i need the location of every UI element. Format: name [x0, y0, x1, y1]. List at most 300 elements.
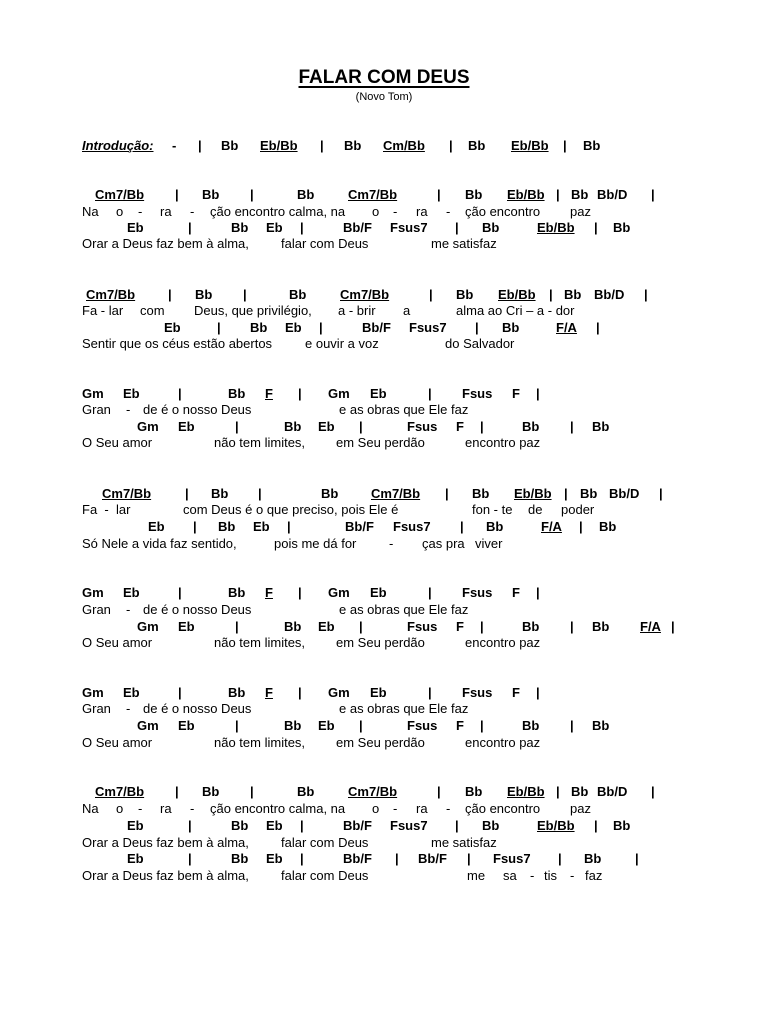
chord: F — [512, 685, 520, 700]
chord-line — [0, 220, 768, 236]
bar-separator: | — [556, 187, 560, 202]
lyric-fragment: não tem limites, — [214, 435, 306, 450]
lyric-fragment: - — [138, 801, 143, 816]
chord: Bb — [468, 138, 486, 153]
chord: Bb — [231, 818, 249, 833]
lyric-line — [0, 204, 768, 220]
lyric-fragment: Na — [82, 801, 99, 816]
chord: Eb — [127, 220, 144, 235]
chord: Eb — [127, 818, 144, 833]
lyric-fragment: a - brir — [338, 303, 376, 318]
lyric-fragment: - — [570, 868, 575, 883]
lyric-line — [0, 801, 768, 817]
lyric-fragment: Gran — [82, 701, 111, 716]
lyric-line — [0, 336, 768, 352]
bar-separator: | — [429, 287, 433, 302]
lyric-fragment: Gran — [82, 402, 111, 417]
lyric-fragment: do Salvador — [445, 336, 515, 351]
chord: Eb — [164, 320, 181, 335]
chord: Fsus7 — [390, 220, 428, 235]
chord-line — [0, 619, 768, 635]
chord: Bb/D — [609, 486, 640, 501]
bar-separator: | — [536, 386, 540, 401]
lyric-fragment: - — [446, 204, 451, 219]
chord: Bb — [571, 187, 589, 202]
chord: Fsus — [462, 585, 493, 600]
chord: Eb — [123, 386, 140, 401]
chord: Bb — [613, 818, 631, 833]
lyric-fragment: não tem limites, — [214, 635, 306, 650]
chord: Bb — [472, 486, 490, 501]
chord: Bb — [465, 784, 483, 799]
bar-separator: | — [188, 220, 192, 235]
bar-separator: | — [556, 784, 560, 799]
lyric-fragment: com Deus é o que preciso, pois Ele é — [183, 502, 399, 517]
lyric-fragment: falar com Deus — [281, 236, 369, 251]
chord: Bb/F — [343, 818, 372, 833]
lyric-fragment: em Seu perdão — [336, 435, 425, 450]
lyric-fragment: ra — [160, 204, 172, 219]
bar-separator: | — [217, 320, 221, 335]
lyric-fragment: Gran — [82, 602, 111, 617]
lyric-fragment: paz — [570, 204, 591, 219]
lyric-fragment: encontro paz — [465, 635, 541, 650]
chord: Bb — [592, 718, 610, 733]
bar-separator: | — [178, 386, 182, 401]
chord: Gm — [328, 386, 350, 401]
chord: Bb/D — [597, 187, 628, 202]
chord: Gm — [82, 585, 104, 600]
chord: Fsus — [462, 386, 493, 401]
chord: Bb/F — [362, 320, 391, 335]
lyric-fragment: com — [140, 303, 165, 318]
lyric-fragment: e ouvir a voz — [305, 336, 379, 351]
bar-separator: | — [175, 187, 179, 202]
lyric-fragment: em Seu perdão — [336, 635, 425, 650]
lyric-line — [0, 402, 768, 418]
lyric-fragment: de é o nosso Deus — [143, 701, 252, 716]
intro-label: Introdução: — [82, 138, 154, 153]
chord: Bb — [284, 718, 302, 733]
chord: Bb — [465, 187, 483, 202]
lyric-fragment: - — [126, 402, 131, 417]
chord: Bb/D — [594, 287, 625, 302]
lyric-fragment: - — [126, 701, 131, 716]
lyric-fragment: - — [393, 204, 398, 219]
bar-separator: | — [300, 818, 304, 833]
chord: F — [265, 685, 273, 700]
chord: Bb — [284, 619, 302, 634]
bar-separator: | — [178, 685, 182, 700]
chord: Gm — [137, 619, 159, 634]
lyric-fragment: tis — [544, 868, 557, 883]
chord: Bb — [321, 486, 339, 501]
bar-separator: | — [437, 784, 441, 799]
chord: Eb/Bb — [260, 138, 298, 153]
chord: F — [512, 585, 520, 600]
bar-separator: | — [480, 718, 484, 733]
bar-separator: | — [168, 287, 172, 302]
chord: Cm7/Bb — [371, 486, 421, 501]
chord: Eb — [370, 685, 387, 700]
bar-separator: | — [651, 187, 655, 202]
chord: Bb — [456, 287, 474, 302]
chord: Eb — [285, 320, 302, 335]
bar-separator: | — [178, 585, 182, 600]
lyric-fragment: ças pra — [422, 536, 465, 551]
chord: Eb — [266, 818, 283, 833]
lyric-fragment: - — [138, 204, 143, 219]
chord: Bb — [522, 619, 540, 634]
lyric-fragment: ção encontro calma, na — [210, 801, 346, 816]
chord-line — [0, 419, 768, 435]
bar-separator: | — [198, 138, 202, 153]
lyric-fragment: Só Nele a vida faz sentido, — [82, 536, 237, 551]
chord: Gm — [137, 419, 159, 434]
lyric-fragment: ra — [416, 801, 428, 816]
chord: Eb/Bb — [507, 784, 545, 799]
lyric-fragment: fon - te — [472, 502, 513, 517]
lyric-fragment: - — [530, 868, 535, 883]
song-title-text: FALAR COM DEUS — [298, 67, 470, 88]
chord: Bb — [289, 287, 307, 302]
lyric-fragment: de é o nosso Deus — [143, 602, 252, 617]
lyric-fragment: me satisfaz — [431, 835, 497, 850]
chord: Bb — [228, 386, 246, 401]
lyric-fragment: Orar a Deus faz bem à alma, — [82, 868, 249, 883]
chord: Cm7/Bb — [95, 187, 145, 202]
chord: F — [265, 585, 273, 600]
chord: Bb — [482, 220, 500, 235]
chord-line — [0, 718, 768, 734]
chord: Bb — [502, 320, 520, 335]
lyric-fragment: me satisfaz — [431, 236, 497, 251]
lyric-fragment: viver — [475, 536, 503, 551]
lyric-fragment: a — [403, 303, 411, 318]
chord: Bb — [221, 138, 239, 153]
chord-line — [0, 320, 768, 336]
chord: Fsus7 — [390, 818, 428, 833]
bar-separator: | — [467, 851, 471, 866]
lyric-fragment: alma ao Cri – a - dor — [456, 303, 575, 318]
bar-separator: | — [300, 220, 304, 235]
lyric-fragment: pois me dá for — [274, 536, 357, 551]
chord: Eb/Bb — [498, 287, 536, 302]
lyric-fragment: e as obras que Ele faz — [339, 402, 469, 417]
bar-separator: | — [359, 718, 363, 733]
bar-separator: | — [635, 851, 639, 866]
bar-separator: | — [243, 287, 247, 302]
bar-separator: | — [300, 851, 304, 866]
bar-separator: | — [298, 685, 302, 700]
chord: Eb — [266, 851, 283, 866]
bar-separator: | — [359, 419, 363, 434]
lyric-fragment: Deus, que privilégio, — [194, 303, 312, 318]
lyric-fragment: o — [116, 801, 124, 816]
bar-separator: | — [570, 419, 574, 434]
chord: Bb — [228, 685, 246, 700]
bar-separator: | — [536, 585, 540, 600]
chord: Eb — [178, 718, 195, 733]
bar-separator: | — [549, 287, 553, 302]
chord: Bb — [486, 519, 504, 534]
chord: Bb — [250, 320, 268, 335]
chord: Bb — [522, 419, 540, 434]
chord: Eb/Bb — [514, 486, 552, 501]
chord: F — [265, 386, 273, 401]
lyric-fragment: - — [393, 801, 398, 816]
chord: Bb/F — [343, 220, 372, 235]
song-title — [0, 67, 768, 89]
chord: F — [456, 718, 464, 733]
bar-separator: | — [449, 138, 453, 153]
chord: Cm7/Bb — [86, 287, 136, 302]
chord: Bb — [592, 419, 610, 434]
chord: Bb — [202, 784, 220, 799]
bar-separator: | — [594, 818, 598, 833]
chord: Eb — [123, 685, 140, 700]
chord: Eb — [253, 519, 270, 534]
chord: Eb — [123, 585, 140, 600]
chord: Gm — [137, 718, 159, 733]
chord: Bb — [297, 187, 315, 202]
lyric-fragment: de é o nosso Deus — [143, 402, 252, 417]
chord: Fsus7 — [409, 320, 447, 335]
bar-separator: | — [428, 685, 432, 700]
lyric-fragment: Na — [82, 204, 99, 219]
chord: Bb — [228, 585, 246, 600]
lyric-fragment: - — [446, 801, 451, 816]
bar-separator: | — [480, 419, 484, 434]
chord-line — [0, 287, 768, 303]
chord: Bb — [195, 287, 213, 302]
lyric-fragment: paz — [570, 801, 591, 816]
chord: Eb/Bb — [537, 818, 575, 833]
lyric-fragment: poder — [561, 502, 595, 517]
lyric-fragment: Sentir que os céus estão abertos — [82, 336, 273, 351]
chord: Eb — [318, 718, 335, 733]
bar-separator: | — [193, 519, 197, 534]
chord: Eb/Bb — [507, 187, 545, 202]
chord: Bb — [284, 419, 302, 434]
chord: F/A — [541, 519, 562, 534]
chord: Gm — [82, 685, 104, 700]
lyric-fragment: falar com Deus — [281, 835, 369, 850]
chord: Bb — [211, 486, 229, 501]
chord: Bb — [584, 851, 602, 866]
song-subtitle: (Novo Tom) — [355, 91, 413, 103]
lyric-fragment: não tem limites, — [214, 735, 306, 750]
bar-separator: | — [395, 851, 399, 866]
bar-separator: | — [298, 386, 302, 401]
bar-separator: | — [659, 486, 663, 501]
chord: F/A — [640, 619, 661, 634]
lyric-fragment: ra — [160, 801, 172, 816]
chord: F — [456, 619, 464, 634]
lyric-fragment: - — [190, 204, 195, 219]
lyric-fragment: - — [389, 536, 394, 551]
bar-separator: | — [480, 619, 484, 634]
lyric-fragment: em Seu perdão — [336, 735, 425, 750]
bar-separator: | — [188, 851, 192, 866]
lyric-fragment: encontro paz — [465, 735, 541, 750]
chord: Bb — [592, 619, 610, 634]
chord: Eb — [266, 220, 283, 235]
lyric-line — [0, 435, 768, 451]
chord: Fsus — [407, 718, 438, 733]
lyric-fragment: falar com Deus — [281, 868, 369, 883]
bar-separator: | — [437, 187, 441, 202]
lyric-fragment: Orar a Deus faz bem à alma, — [82, 236, 249, 251]
bar-separator: | — [185, 486, 189, 501]
bar-separator: | — [235, 718, 239, 733]
lyric-line — [0, 835, 768, 851]
bar-separator: | — [235, 419, 239, 434]
chord: Bb — [231, 851, 249, 866]
lyric-fragment: o — [116, 204, 124, 219]
chord: Eb/Bb — [537, 220, 575, 235]
chord: Cm/Bb — [383, 138, 425, 153]
bar-separator: | — [287, 519, 291, 534]
chord: Eb — [318, 419, 335, 434]
bar-separator: | — [651, 784, 655, 799]
bar-separator: | — [428, 585, 432, 600]
lyric-fragment: o — [372, 801, 380, 816]
bar-separator: | — [175, 784, 179, 799]
chord: Fsus7 — [493, 851, 531, 866]
chord: Eb — [127, 851, 144, 866]
bar-separator: | — [564, 486, 568, 501]
bar-separator: | — [475, 320, 479, 335]
bar-separator: | — [644, 287, 648, 302]
chord: Cm7/Bb — [348, 187, 398, 202]
lyric-fragment: e as obras que Ele faz — [339, 701, 469, 716]
bar-separator: | — [298, 585, 302, 600]
bar-separator: | — [445, 486, 449, 501]
chord: Bb — [571, 784, 589, 799]
chord: F — [456, 419, 464, 434]
chord: Eb — [370, 585, 387, 600]
bar-separator: | — [359, 619, 363, 634]
chord: Bb — [522, 718, 540, 733]
chord: Eb — [178, 619, 195, 634]
chord: F — [512, 386, 520, 401]
chord: Bb — [218, 519, 236, 534]
bar-separator: | — [250, 784, 254, 799]
lyric-line — [0, 635, 768, 651]
chord: Fsus — [462, 685, 493, 700]
chord-line — [0, 784, 768, 800]
lyric-fragment: ção encontro calma, na — [210, 204, 346, 219]
bar-separator: | — [320, 138, 324, 153]
chord-line — [0, 187, 768, 203]
chord: Bb — [202, 187, 220, 202]
bar-separator: | — [570, 718, 574, 733]
bar-separator: | — [671, 619, 675, 634]
chord-line — [0, 138, 768, 154]
chord-line — [0, 818, 768, 834]
chord: Bb/F — [343, 851, 372, 866]
lyric-fragment: Fa - lar — [82, 303, 124, 318]
chord: Gm — [328, 585, 350, 600]
chord-line — [0, 851, 768, 867]
bar-separator: | — [319, 320, 323, 335]
chord: Bb/F — [418, 851, 447, 866]
chord: Eb — [318, 619, 335, 634]
chord: Gm — [82, 386, 104, 401]
lyric-line — [0, 536, 768, 552]
chord: Fsus — [407, 419, 438, 434]
lyric-fragment: O Seu amor — [82, 435, 153, 450]
chord: Gm — [328, 685, 350, 700]
chord: Eb — [148, 519, 165, 534]
chord: Fsus7 — [393, 519, 431, 534]
bar-separator: | — [558, 851, 562, 866]
chord: Bb — [583, 138, 601, 153]
bar-separator: | — [460, 519, 464, 534]
chord: Eb — [370, 386, 387, 401]
bar-separator: | — [455, 818, 459, 833]
chord: F/A — [556, 320, 577, 335]
chord: Bb — [564, 287, 582, 302]
chord-line — [0, 519, 768, 535]
chord: Cm7/Bb — [102, 486, 152, 501]
chord-line — [0, 386, 768, 402]
lyric-fragment: faz — [585, 868, 603, 883]
bar-separator: | — [235, 619, 239, 634]
bar-separator: | — [570, 619, 574, 634]
lyric-fragment: - — [190, 801, 195, 816]
chord: Eb — [178, 419, 195, 434]
bar-separator: | — [594, 220, 598, 235]
bar-separator: | — [596, 320, 600, 335]
lyric-line — [0, 303, 768, 319]
chord: Bb — [344, 138, 362, 153]
chord: Bb — [613, 220, 631, 235]
bar-separator: | — [250, 187, 254, 202]
lyric-fragment: Fa - lar — [82, 502, 131, 517]
lyric-fragment: encontro paz — [465, 435, 541, 450]
bar-separator: | — [563, 138, 567, 153]
lyric-fragment: de — [528, 502, 543, 517]
bar-separator: | — [188, 818, 192, 833]
chord: Bb — [482, 818, 500, 833]
chord: Cm7/Bb — [348, 784, 398, 799]
lyric-fragment: ção encontro — [465, 801, 541, 816]
lyric-line — [0, 502, 768, 518]
chord-line — [0, 585, 768, 601]
chord: Bb — [580, 486, 598, 501]
lyric-fragment: me — [467, 868, 486, 883]
lyric-fragment: - — [126, 602, 131, 617]
lyric-line — [0, 868, 768, 884]
lyric-fragment: e as obras que Ele faz — [339, 602, 469, 617]
chord: Bb — [599, 519, 617, 534]
bar-separator: | — [536, 685, 540, 700]
chord-line — [0, 486, 768, 502]
chord: Cm7/Bb — [95, 784, 145, 799]
lyric-fragment: ção encontro — [465, 204, 541, 219]
chord: Cm7/Bb — [340, 287, 390, 302]
chord: - — [172, 138, 177, 153]
lyric-fragment: ra — [416, 204, 428, 219]
lyric-fragment: o — [372, 204, 380, 219]
lyric-fragment: O Seu amor — [82, 735, 153, 750]
lyric-line — [0, 602, 768, 618]
chord-line — [0, 685, 768, 701]
bar-separator: | — [258, 486, 262, 501]
chord: Bb/D — [597, 784, 628, 799]
